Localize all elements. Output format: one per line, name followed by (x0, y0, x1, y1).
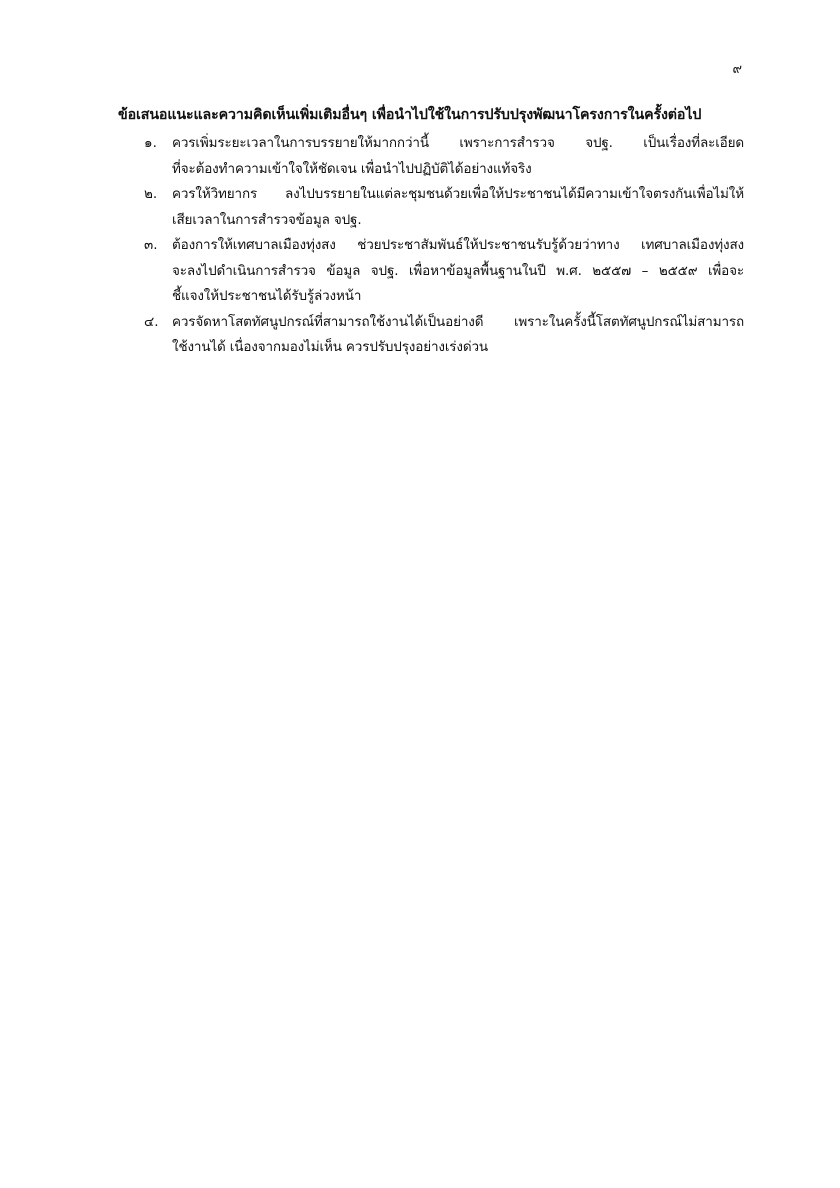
list-item-number: ๓. (144, 237, 158, 253)
list-item (144, 182, 744, 233)
page-number: ๙ (732, 62, 742, 77)
list-item-number: ๑. (144, 135, 157, 151)
list-item-text (172, 233, 744, 310)
list-item-line: ใช้งานได้ เนื่องจากมองไม่เห็น ควรปรับปรุงอย่างเร่งด่วน (172, 339, 488, 355)
list-item-line: ควรจัดหาโสตทัศนูปกรณ์ที่สามารถใช้งานได้เป็นอย่างดี เพราะในครั้งนี้โสตทัศนูปกรณ์ไม่สามารถ (172, 313, 744, 330)
list-item-number: ๔. (144, 313, 159, 330)
list-item-text (172, 182, 744, 233)
list-item (144, 233, 744, 310)
list-item-line: เสียเวลาในการสำรวจข้อมูล จปฐ. (172, 211, 362, 228)
list-item-text (172, 131, 744, 182)
section-heading: ข้อเสนอแนะและความคิดเห็นเพิ่มเติมอื่นๆ เพื่อนำไปใช้ในการปรับปรุงพัฒนาโครงการในครั้งต่อไป (118, 107, 702, 123)
list-item-line: ควรให้วิทยากร ลงไปบรรยายในแต่ละชุมชนด้วยเพื่อให้ประชาชนได้มีความเข้าใจตรงกันเพื่อไม่ให้ (172, 186, 744, 202)
suggestion-list (144, 131, 744, 361)
list-item-line: ที่จะต้องทำความเข้าใจให้ชัดเจน เพื่อนำไปปฏิบัติได้อย่างแท้จริง (172, 160, 532, 177)
list-item-line: จะลงไปดำเนินการสำรวจ ข้อมูล จปฐ. เพื่อหาข้อมูลพื้นฐานในปี พ.ศ. ๒๕๕๗ – ๒๕๕๙ เพื่อจะ (172, 262, 744, 279)
list-item-line: ชี้แจงให้ประชาชนได้รับรู้ล่วงหน้า (172, 288, 362, 304)
list-item-number: ๒. (144, 186, 158, 202)
list-item-text (172, 310, 744, 361)
list-item (144, 310, 744, 361)
list-item-line: ควรเพิ่มระยะเวลาในการบรรยายให้มากกว่านี้ เพราะการสำรวจ จปฐ. เป็นเรื่องที่ละเอียด (172, 135, 744, 151)
list-item-line: ต้องการให้เทศบาลเมืองทุ่งสง ช่วยประชาสัมพันธ์ให้ประชาชนรับรู้ด้วยว่าทาง เทศบาลเมืองทุ่งสง (172, 237, 744, 253)
list-item (144, 131, 744, 182)
